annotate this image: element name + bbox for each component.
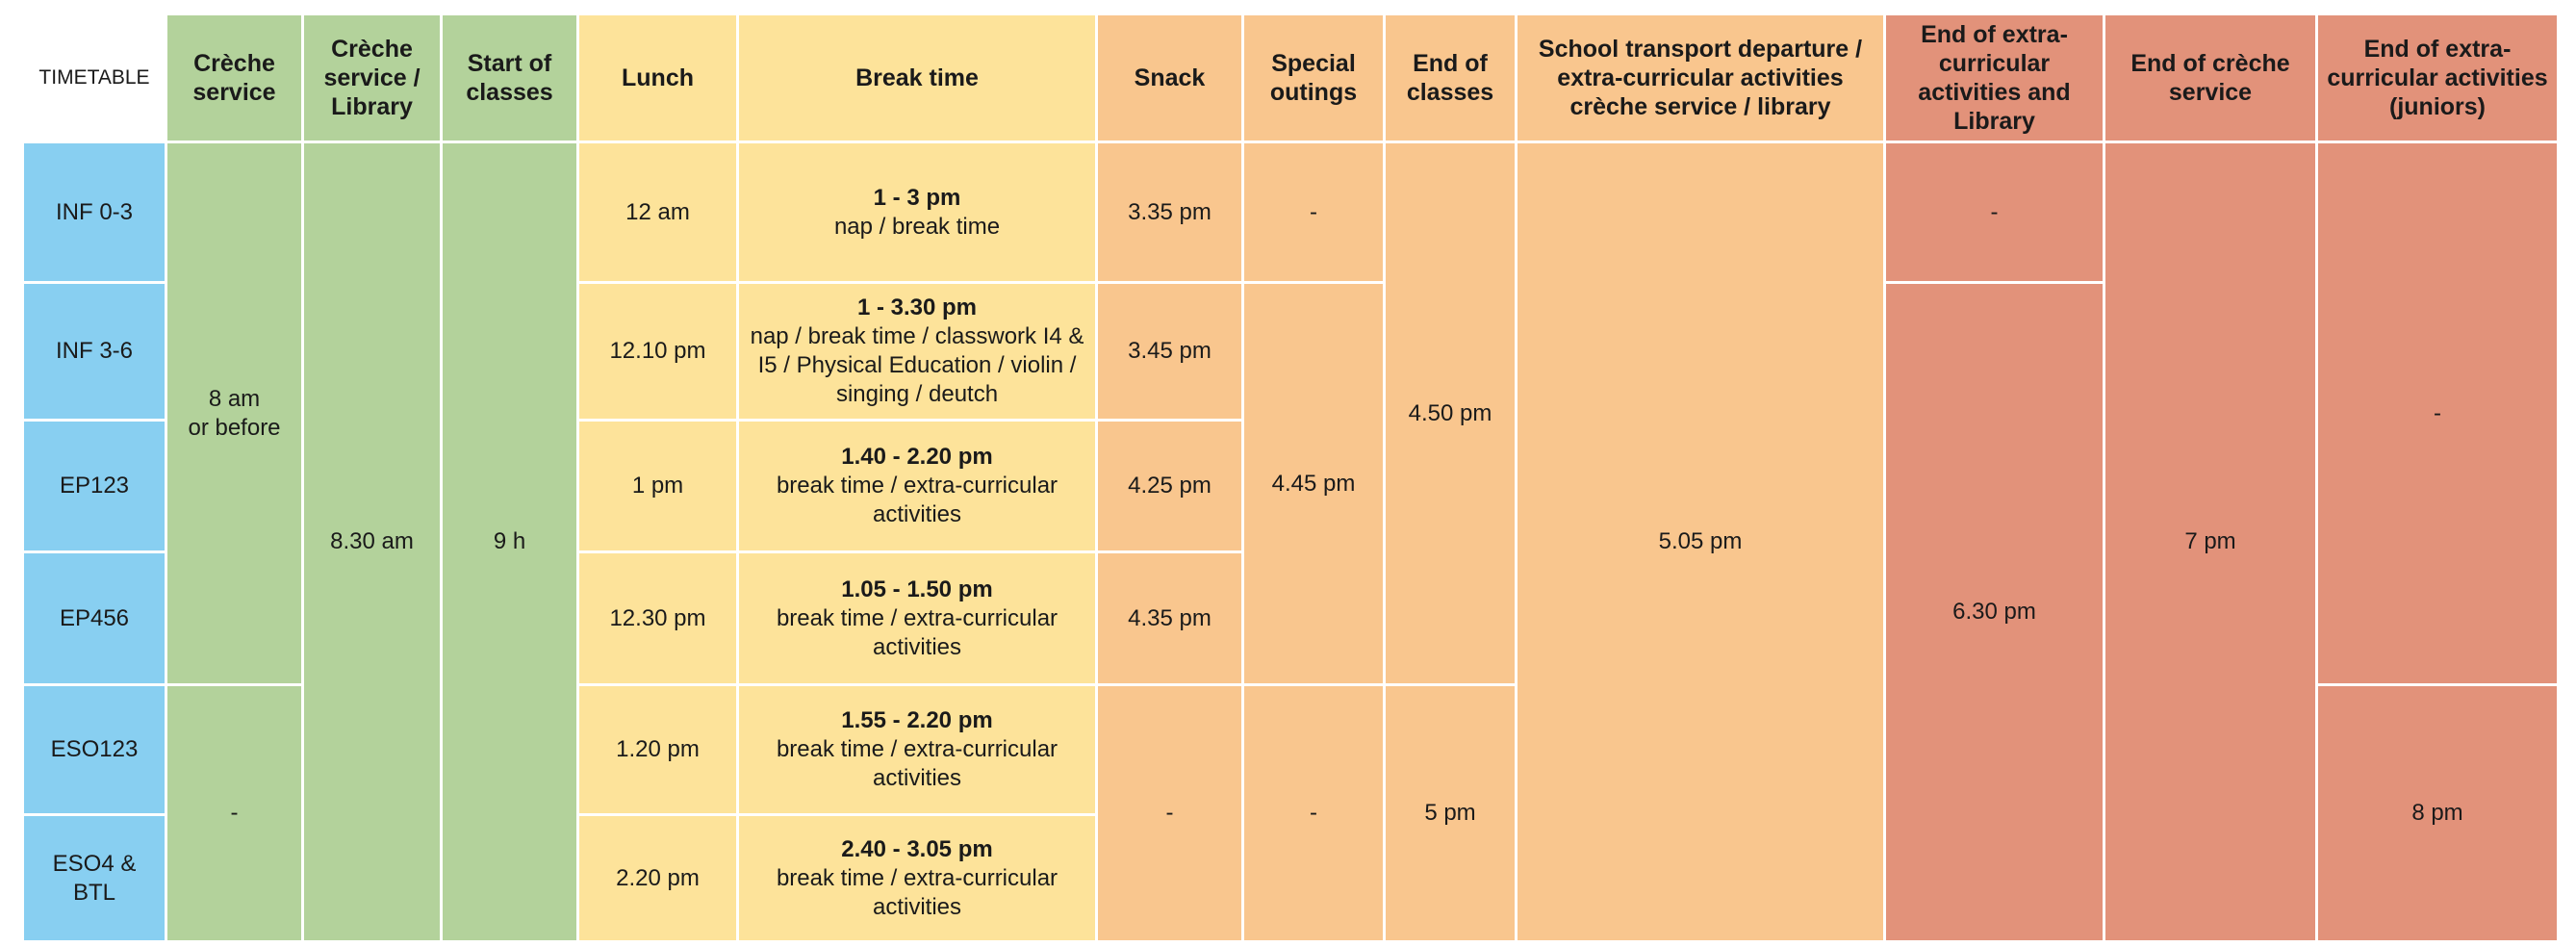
- lunch-time: 12.10 pm: [578, 283, 738, 421]
- break-time-desc: break time / extra-curricular activities: [776, 736, 1058, 791]
- header-lunch: Lunch: [578, 14, 738, 142]
- start-of-classes-time: 9 h: [442, 142, 578, 942]
- lunch-time: 12 am: [578, 142, 738, 283]
- lunch-time: 1.20 pm: [578, 685, 738, 815]
- header-start-of-classes: Start of classes: [442, 14, 578, 142]
- break-time-range: 1.55 - 2.20 pm: [841, 707, 993, 733]
- break-time-cell: [738, 552, 1097, 685]
- lunch-time: 12.30 pm: [578, 552, 738, 685]
- special-outings-mid: 4.45 pm: [1243, 283, 1385, 685]
- break-time-cell: [738, 421, 1097, 552]
- header-snack: Snack: [1097, 14, 1243, 142]
- lunch-time: 2.20 pm: [578, 815, 738, 942]
- header-end-extra-juniors: End of extra-curricular activities (juniors): [2317, 14, 2559, 142]
- break-time-cell: [738, 685, 1097, 815]
- snack-time: 4.25 pm: [1097, 421, 1243, 552]
- end-extra-juniors-eso: 8 pm: [2317, 685, 2559, 942]
- break-time-range: 1.05 - 1.50 pm: [841, 576, 993, 602]
- group-label: ESO123: [23, 685, 166, 815]
- break-time-cell: [738, 142, 1097, 283]
- header-creche-service: Crèche service: [166, 14, 303, 142]
- header-transport: School transport departure / extra-curricular activities crèche service / library: [1517, 14, 1885, 142]
- header-end-of-classes: End of classes: [1385, 14, 1517, 142]
- break-time-range: 1 - 3.30 pm: [856, 294, 978, 320]
- break-time-range: 1.40 - 2.20 pm: [841, 444, 993, 470]
- break-time-desc: break time / extra-curricular activities: [776, 604, 1058, 660]
- end-of-classes-early: 4.50 pm: [1385, 142, 1517, 685]
- snack-time: 3.45 pm: [1097, 283, 1243, 421]
- header-row: [23, 14, 2559, 142]
- header-special-outings: Special outings: [1243, 14, 1385, 142]
- timetable-label: TIMETABLE: [23, 14, 166, 142]
- break-time-cell: [738, 283, 1097, 421]
- header-break-time: Break time: [738, 14, 1097, 142]
- break-time-desc: nap / break time: [833, 213, 1001, 240]
- timetable: [21, 13, 2560, 943]
- group-label: EP456: [23, 552, 166, 685]
- end-extra-rest: 6.30 pm: [1885, 283, 2104, 942]
- group-label: INF 0-3: [23, 142, 166, 283]
- header-creche-library: Crèche service / Library: [303, 14, 442, 142]
- end-extra-juniors-primary: -: [2317, 142, 2559, 685]
- creche-service-early: 8 am or before: [166, 142, 303, 685]
- header-end-creche: End of crèche service: [2104, 14, 2317, 142]
- snack-time: 4.35 pm: [1097, 552, 1243, 685]
- group-label: EP123: [23, 421, 166, 552]
- creche-service-secondary: -: [166, 685, 303, 942]
- end-extra-inf03: -: [1885, 142, 2104, 283]
- snack-time-eso: -: [1097, 685, 1243, 942]
- table-row: [23, 142, 2559, 283]
- special-outings-inf03: -: [1243, 142, 1385, 283]
- break-time-desc: break time / extra-curricular activities: [776, 864, 1058, 920]
- break-time-range: 2.40 - 3.05 pm: [841, 835, 993, 862]
- special-outings-eso: -: [1243, 685, 1385, 942]
- creche-library-time: 8.30 am: [303, 142, 442, 942]
- break-time-desc: break time / extra-curricular activities: [776, 473, 1058, 527]
- break-time-cell: [738, 815, 1097, 942]
- snack-time: 3.35 pm: [1097, 142, 1243, 283]
- break-time-range: 1 - 3 pm: [873, 184, 961, 211]
- group-label: INF 3-6: [23, 283, 166, 421]
- break-time-desc: nap / break time / classwork I4 & I5 / Physical Education / violin / singing / deutch: [750, 323, 1084, 407]
- end-of-classes-eso: 5 pm: [1385, 685, 1517, 942]
- group-label: ESO4 & BTL: [23, 815, 166, 942]
- lunch-time: 1 pm: [578, 421, 738, 552]
- header-end-extra: End of extra-curricular activities and Library: [1885, 14, 2104, 142]
- end-creche-time: 7 pm: [2104, 142, 2317, 942]
- transport-time: 5.05 pm: [1517, 142, 1885, 942]
